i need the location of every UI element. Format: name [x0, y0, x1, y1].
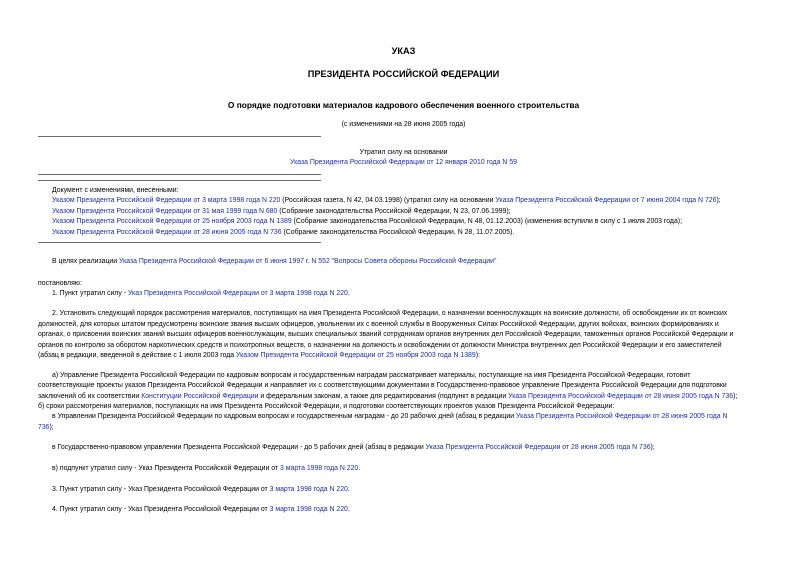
paragraph-link[interactable]: Указа Президента Российской Федерации от 28 июня 2005 года N 736 [425, 444, 651, 451]
change-item: Указом Президента Российской Федерации от 25 ноября 2003 года N 1389 (Собрание законодательства Российской Федерации, N 48, 01.12.2003) (изменения вступили в силу с 1 июля 2003 года); [52, 218, 682, 225]
subparagraph-a-line: а) Управление Президента Российской Федерации по кадровым вопросам и государственным наградам рассматривает материалы, поступающие на имя Президента Российской Федерации, готовит [52, 372, 691, 379]
separator-line [38, 242, 321, 243]
paragraph-link[interactable]: Указ Президента Российской Федерации от 3 марта 1998 года N 220 [127, 290, 348, 297]
constitution-link[interactable]: Конституции Российской Федерации [141, 393, 259, 400]
paragraph-link[interactable]: Указа Президента Российской Федерации от 28 июня 2005 года N 736 [508, 393, 734, 400]
preamble: В целях реализации Указа Президента Российской Федерации от 6 июня 1997 г. N 552 "Вопросы Совета обороны Российской Федерации" [52, 258, 497, 265]
edition-note: (с изменениями на 28 июня 2005 года) [341, 121, 466, 128]
paragraph-3: 3. Пункт утратил силу - Указ Президента Российской Федерации от 3 марта 1998 года N 220. [52, 486, 350, 493]
issuer-title: ПРЕЗИДЕНТА РОССИЙСКОЙ ФЕДЕРАЦИИ [307, 69, 500, 79]
separator-line [38, 174, 321, 175]
lost-force-label: Утратил силу на основании [359, 149, 448, 156]
decree-word: постановляю: [38, 280, 82, 287]
separator-line [38, 136, 321, 137]
change-link[interactable]: Указом Президента Российской Федерации от 3 марта 1998 года N 220 [52, 197, 281, 204]
subparagraph-b-item: 736); [38, 424, 54, 431]
paragraph-2-line: должностей, для которых штатом предусмотрены воинские звания высших офицеров, увольнении их с военной службы в Вооруженных Силах Российской Федерации, других войсках, воинских формированиях и [38, 321, 719, 328]
changes-intro: Документ с изменениями, внесенными: [52, 187, 179, 194]
preamble-link[interactable]: Указа Президента Российской Федерации от 6 июня 1997 г. N 552 "Вопросы Совета обороны Российской Федерации" [119, 258, 497, 265]
paragraph-1: 1. Пункт утратил силу - Указ Президента Российской Федерации от 3 марта 1998 года N 220. [52, 290, 350, 297]
change-link[interactable]: Указом Президента Российской Федерации от 28 июня 2005 года N 736 [52, 229, 282, 236]
change-link[interactable]: Указом Президента Российской Федерации от 25 ноября 2003 года N 1389 [52, 218, 292, 225]
change-item: Указом Президента Российской Федерации от 28 июня 2005 года N 736 (Собрание законодательства Российской Федерации, N 28, 11.07.2005). [52, 229, 515, 236]
paragraph-link[interactable]: Указом Президента Российской Федерации от 25 ноября 2003 года N 1389 [236, 352, 476, 359]
paragraph-2-line: (абзац в редакции, введенной в действие с 1 июля 2003 года Указом Президента Российской Федерации от 25 ноября 2003 года N 1389): [38, 352, 480, 359]
paragraph-link[interactable]: Указа Президента Российской Федерации от 28 июня 2005 года N [516, 413, 728, 420]
change-item: Указом Президента Российской Федерации от 3 марта 1998 года N 220 (Российская газета, N 42, 04.03.1998) (утратил силу на основании Указа Президента Российской Федерации от 7 июня 2004 года N 726); [52, 197, 721, 204]
paragraph-link[interactable]: 3 марта 1998 года N 220 [280, 465, 359, 472]
subparagraph-v: в) подпункт утратил силу - Указ Президента Российской Федерации от 3 марта 1998 года N 220. [52, 465, 361, 472]
paragraph-2-line: органах, о присвоении воинских званий высших офицеров военнослужащим, высших специальных званий сотрудникам органов внутренних дел Российской Федерации, таможенных органов Российской Федерации и [38, 331, 734, 338]
paragraph-link[interactable]: 3 марта 1998 года N 220 [269, 486, 348, 493]
paragraph-link[interactable]: 736 [38, 424, 50, 431]
paragraph-2-line: органов по контролю за оборотом наркотических средств и психотропных веществ, о назначении на должность и освобождении от должности Министра внутренних дел Российской Федерации и его заместителей [38, 342, 722, 349]
paragraph-2-line: 2. Установить следующий порядок рассмотрения материалов, поступающих на имя Президента Российской Федерации, о назначении военнослужащих на воинские должности, об освобождении их от воинских [52, 310, 728, 317]
subparagraph-a-line: соответствующие проекты указов Президента Российской Федерации и направляет их с соответствующими документами в Государственно-правовое управление Президента Российской Федерации для подготовки [38, 382, 727, 389]
separator-line [38, 180, 321, 181]
change-item: Указом Президента Российской Федерации от 31 мая 1999 года N 680 (Собрание законодательства Российской Федерации, N 23, 07.06.1999); [52, 208, 511, 215]
change-link[interactable]: Указом Президента Российской Федерации от 31 мая 1999 года N 680 [52, 208, 278, 215]
paragraph-4: 4. Пункт утратил силу - Указ Президента Российской Федерации от 3 марта 1998 года N 220. [52, 506, 350, 513]
subparagraph-b-item: в Государственно-правовом управлении Президента Российской Федерации - до 5 рабочих дней (абзац в редакции Указа Президента Российской Федерации от 28 июня 2005 года N 736); [52, 444, 655, 451]
subparagraph-b-line: б) сроки рассмотрения материалов, поступающих на имя Президента Российской Федерации, и подготовки соответствующих проектов указов Президента Российской Федерации: [38, 403, 615, 410]
subparagraph-a-line: заключений об их соответствии Конституции Российской Федерации и федеральным законам, а также для редактирования (подпункт в редакции Указа Президента Российской Федерации от 28 июня 2005 года N 736); [38, 393, 738, 400]
document-type-title: УКАЗ [391, 46, 416, 56]
subparagraph-b-item: в Управлении Президента Российской Федерации по кадровым вопросам и государственным наградам - до 20 рабочих дней (абзац в редакции Указа Президента Российской Федерации от 28 июня 2005 года N [52, 413, 728, 420]
lost-force-link[interactable]: Указа Президента Российской Федерации от 12 января 2010 года N 59 [290, 159, 517, 166]
paragraph-link[interactable]: 3 марта 1998 года N 220 [269, 506, 348, 513]
change-link[interactable]: Указа Президента Российской Федерации от 7 июня 2004 года N 726 [495, 197, 717, 204]
document-heading: О порядке подготовки материалов кадрового обеспечения военного строительства [227, 100, 580, 110]
